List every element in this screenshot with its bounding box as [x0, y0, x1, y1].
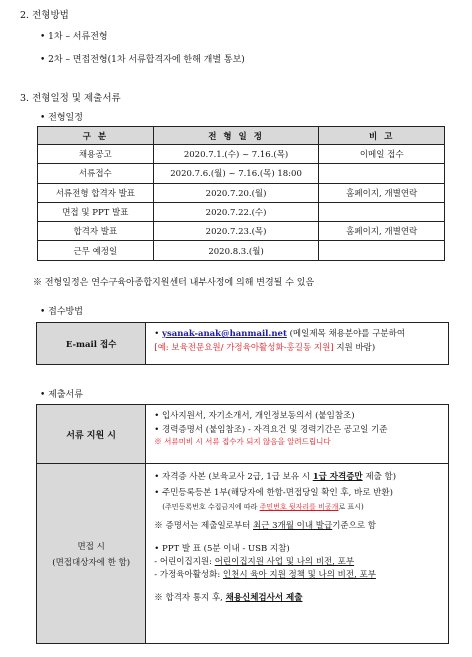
final-text: ※ 합격자 통지 후,	[154, 592, 226, 603]
cell-category: 서류접수	[38, 164, 154, 183]
schedule-note: ※ 전형일정은 연수구육아종합지원센터 내부사정에 의해 변경될 수 있음	[33, 278, 315, 288]
section-2-heading: 2. 전형방법	[20, 10, 69, 21]
table-row	[38, 183, 445, 202]
resident-note-red: 주민번호 뒷자리를 비공개	[259, 503, 339, 512]
schedule-header-row	[38, 127, 445, 145]
resident-note: (주민등록번호 수집금지에 따라	[162, 503, 260, 512]
doc-row2-label-2: (면접대상자에 한 함)	[52, 557, 131, 568]
ppt-a-text: - 어린이집지원:	[154, 557, 215, 568]
cell-remark	[319, 202, 445, 221]
cell-category: 면접 및 PPT 발표	[38, 202, 154, 221]
resident-text: • 주민등록등본 1부(해당자에 한함-면접당일 확인 후, 바로 반환)	[154, 487, 393, 498]
doc-row1-line2: • 경력증명서 (붙임참조) - 자격요건 및 경력기간은 공고일 기준	[154, 424, 388, 435]
cell-remark: 홈페이지, 개별연락	[319, 183, 445, 202]
cell-date: 2020.7.20.(월)	[153, 183, 319, 202]
receipt-line1-rest: (메일제목 채용분야를 구분하여	[289, 329, 406, 339]
cell-category: 서류전형 합격자 발표	[38, 183, 154, 202]
cell-remark: 이메일 접수	[319, 145, 445, 164]
doc-row1-label: 서류 지원 시	[37, 405, 146, 464]
doc-row1-line3: ※ 서류미비 시 서류 접수가 되지 않음을 알려드립니다	[154, 437, 331, 447]
cell-remark: 홈페이지, 개별연락	[319, 222, 445, 241]
col-header-schedule: 전 형 일 정	[153, 127, 319, 145]
email-link[interactable]: ysanak-anak@hanmail.net	[162, 329, 287, 339]
ppt-b-text: - 가정육아활성화:	[154, 569, 223, 580]
doc-row2-label-1: 면접 시	[77, 541, 105, 552]
cell-remark	[319, 164, 445, 183]
receipt-label: E-mail 접수	[37, 323, 146, 365]
resident-note-end: 로 표시)	[338, 503, 364, 512]
ppt-text: • PPT 발 표 (5분 이내 - USB 지참)	[154, 543, 290, 554]
cell-date: 2020.7.1.(수) ~ 7.16.(목)	[153, 145, 319, 164]
method-item-1: • 1차 – 서류전형	[40, 32, 108, 42]
schedule-table	[37, 126, 445, 261]
receipt-table	[36, 322, 449, 365]
cell-category: 합격자 발표	[38, 222, 154, 241]
documents-title: • 제출서류	[40, 390, 83, 400]
ppt-a-underline: 어린이집지원 사업 및 나의 비전, 포부	[214, 557, 355, 568]
receipt-example: [예: 보육전문요원/ 가정육아활성화-홍길동 지원]	[154, 342, 334, 353]
table-row	[38, 202, 445, 221]
method-item-2: • 2차 – 면접전형(1차 서류합격자에 한해 개별 통보)	[40, 55, 245, 65]
cell-remark	[319, 241, 445, 260]
cell-date: 2020.7.6.(월) ~ 7.16.(목) 18:00	[153, 164, 319, 183]
documents-table	[36, 404, 449, 644]
cell-category: 채용공고	[38, 145, 154, 164]
doc-row2-label	[37, 464, 146, 644]
cell-category: 근무 예정일	[38, 241, 154, 260]
cell-date: 2020.8.3.(월)	[153, 241, 319, 260]
proof-text-end: 기준으로 함	[332, 521, 376, 531]
cert-underline: 1급 자격증만	[312, 472, 363, 482]
doc-row1-content	[146, 405, 449, 464]
doc-row2-content	[146, 464, 449, 644]
col-header-category: 구 분	[38, 127, 154, 145]
proof-text: ※ 증명서는 제출일로부터	[154, 521, 254, 531]
cert-text-end: 제출 함)	[362, 472, 397, 482]
final-underline: 채용신체검사서 제출	[225, 592, 303, 603]
schedule-title: • 전형일정	[40, 113, 83, 123]
ppt-b-underline: 인천시 육아 지원 정책 및 나의 비전, 포부	[222, 569, 376, 580]
doc-row1-line1: • 입사지원서, 자기소개서, 개인정보동의서 (붙임참조)	[154, 411, 355, 421]
cell-date: 2020.7.23.(목)	[153, 222, 319, 241]
receipt-line2-rest: 지원 바람)	[333, 342, 376, 353]
proof-underline: 최근 3개월 이내 발급	[253, 521, 333, 531]
section-3-heading: 3. 전형일정 및 제출서류	[20, 93, 121, 104]
table-row	[38, 241, 445, 260]
cert-text: • 자격증 사본 (보육교사 2급, 1급 보유 시	[154, 472, 313, 482]
col-header-remarks: 비 고	[319, 127, 445, 145]
table-row	[38, 164, 445, 183]
table-row	[38, 222, 445, 241]
receipt-title: • 접수방법	[40, 307, 83, 317]
receipt-content: • ysanak-anak@hanmail.net (메일제목 채용분야를 구분하여 [예: 보육전문요원/ 가정육아활성화-홍길동 지원] 지원 바람)	[146, 323, 449, 365]
table-row	[38, 145, 445, 164]
cell-date: 2020.7.22.(수)	[153, 202, 319, 221]
